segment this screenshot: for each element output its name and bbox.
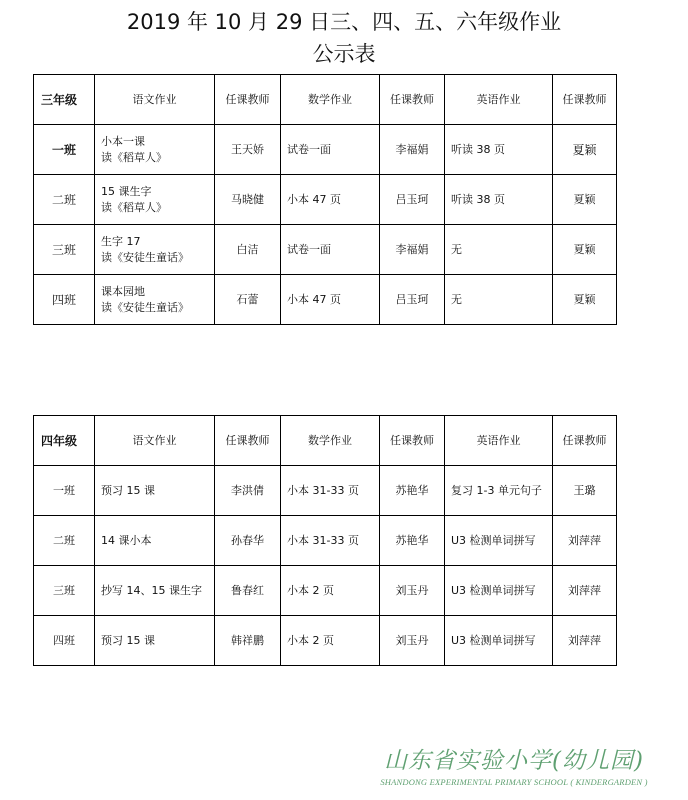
math-homework: 小本 2 页 xyxy=(281,566,380,616)
header-english-teacher: 任课教师 xyxy=(553,75,617,125)
page-title: 2019 年 10 月 29 日三、四、五、六年级作业 xyxy=(126,10,562,34)
math-homework: 小本 47 页 xyxy=(281,275,380,325)
grade-label: 三年级 xyxy=(34,75,95,125)
header-chinese-teacher: 任课教师 xyxy=(215,75,281,125)
chinese-homework: 生字 17 读《安徒生童话》 xyxy=(95,225,215,275)
table-row xyxy=(34,566,617,616)
table-row xyxy=(34,275,617,325)
chinese-teacher: 马晓健 xyxy=(215,175,281,225)
english-teacher: 王璐 xyxy=(553,466,617,516)
chinese-homework: 15 课生字 读《稻草人》 xyxy=(95,175,215,225)
header-english-teacher: 任课教师 xyxy=(553,416,617,466)
chinese-teacher: 韩祥鹏 xyxy=(215,616,281,666)
english-homework: U3 检测单词拼写 xyxy=(445,566,553,616)
header-math-homework: 数学作业 xyxy=(281,75,380,125)
class-name: 一班 xyxy=(34,466,95,516)
english-homework: 听读 38 页 xyxy=(445,175,553,225)
english-homework: 无 xyxy=(445,225,553,275)
table-row xyxy=(34,516,617,566)
table-row xyxy=(34,125,617,175)
chinese-teacher: 石蕾 xyxy=(215,275,281,325)
english-teacher: 夏颖 xyxy=(553,175,617,225)
english-teacher: 刘萍萍 xyxy=(553,566,617,616)
school-logo-chinese: 山东省实验小学(幼儿园) xyxy=(384,748,644,774)
math-homework: 试卷一面 xyxy=(281,225,380,275)
header-english-homework: 英语作业 xyxy=(445,75,553,125)
english-homework: 听读 38 页 xyxy=(445,125,553,175)
header-math-teacher: 任课教师 xyxy=(380,416,445,466)
math-teacher: 李福娟 xyxy=(380,125,445,175)
chinese-teacher: 鲁春红 xyxy=(215,566,281,616)
english-teacher: 夏颖 xyxy=(553,275,617,325)
math-teacher: 吕玉珂 xyxy=(380,175,445,225)
class-name: 三班 xyxy=(34,225,95,275)
english-homework: U3 检测单词拼写 xyxy=(445,516,553,566)
chinese-teacher: 孙春华 xyxy=(215,516,281,566)
class-name: 一班 xyxy=(34,125,95,175)
english-homework: U3 检测单词拼写 xyxy=(445,616,553,666)
math-homework: 小本 47 页 xyxy=(281,175,380,225)
header-chinese-homework: 语文作业 xyxy=(95,416,215,466)
chinese-homework: 预习 15 课 xyxy=(95,466,215,516)
math-teacher: 苏艳华 xyxy=(380,516,445,566)
english-teacher: 刘萍萍 xyxy=(553,616,617,666)
chinese-homework: 抄写 14、15 课生字 xyxy=(95,566,215,616)
table-row xyxy=(34,225,617,275)
chinese-homework: 预习 15 课 xyxy=(95,616,215,666)
math-teacher: 吕玉珂 xyxy=(380,275,445,325)
chinese-teacher: 李洪倩 xyxy=(215,466,281,516)
grade3-homework-table xyxy=(33,74,617,325)
table-row xyxy=(34,616,617,666)
english-homework: 无 xyxy=(445,275,553,325)
english-homework: 复习 1-3 单元句子 xyxy=(445,466,553,516)
grade4-homework-table xyxy=(33,415,617,666)
math-teacher: 刘玉丹 xyxy=(380,566,445,616)
math-teacher: 李福娟 xyxy=(380,225,445,275)
chinese-teacher: 王天娇 xyxy=(215,125,281,175)
table-header-row xyxy=(34,75,617,125)
school-logo xyxy=(354,746,674,788)
math-teacher: 刘玉丹 xyxy=(380,616,445,666)
math-homework: 小本 2 页 xyxy=(281,616,380,666)
math-homework: 试卷一面 xyxy=(281,125,380,175)
class-name: 三班 xyxy=(34,566,95,616)
chinese-homework: 14 课小本 xyxy=(95,516,215,566)
english-teacher: 夏颖 xyxy=(553,125,617,175)
math-homework: 小本 31-33 页 xyxy=(281,516,380,566)
class-name: 四班 xyxy=(34,275,95,325)
header-chinese-homework: 语文作业 xyxy=(95,75,215,125)
header-math-teacher: 任课教师 xyxy=(380,75,445,125)
table-header-row xyxy=(34,416,617,466)
chinese-teacher: 白洁 xyxy=(215,225,281,275)
header-math-homework: 数学作业 xyxy=(281,416,380,466)
school-logo-english: SHANDONG EXPERIMENTAL PRIMARY SCHOOL ( KINDERGARDEN ) xyxy=(380,777,648,787)
class-name: 二班 xyxy=(34,516,95,566)
grade-label: 四年级 xyxy=(34,416,95,466)
table-row xyxy=(34,175,617,225)
chinese-homework: 课本园地 读《安徒生童话》 xyxy=(95,275,215,325)
math-homework: 小本 31-33 页 xyxy=(281,466,380,516)
english-teacher: 刘萍萍 xyxy=(553,516,617,566)
english-teacher: 夏颖 xyxy=(553,225,617,275)
table-row xyxy=(34,466,617,516)
page-subtitle: 公示表 xyxy=(312,42,376,66)
class-name: 四班 xyxy=(34,616,95,666)
header-english-homework: 英语作业 xyxy=(445,416,553,466)
math-teacher: 苏艳华 xyxy=(380,466,445,516)
header-chinese-teacher: 任课教师 xyxy=(215,416,281,466)
class-name: 二班 xyxy=(34,175,95,225)
chinese-homework: 小本一课 读《稻草人》 xyxy=(95,125,215,175)
